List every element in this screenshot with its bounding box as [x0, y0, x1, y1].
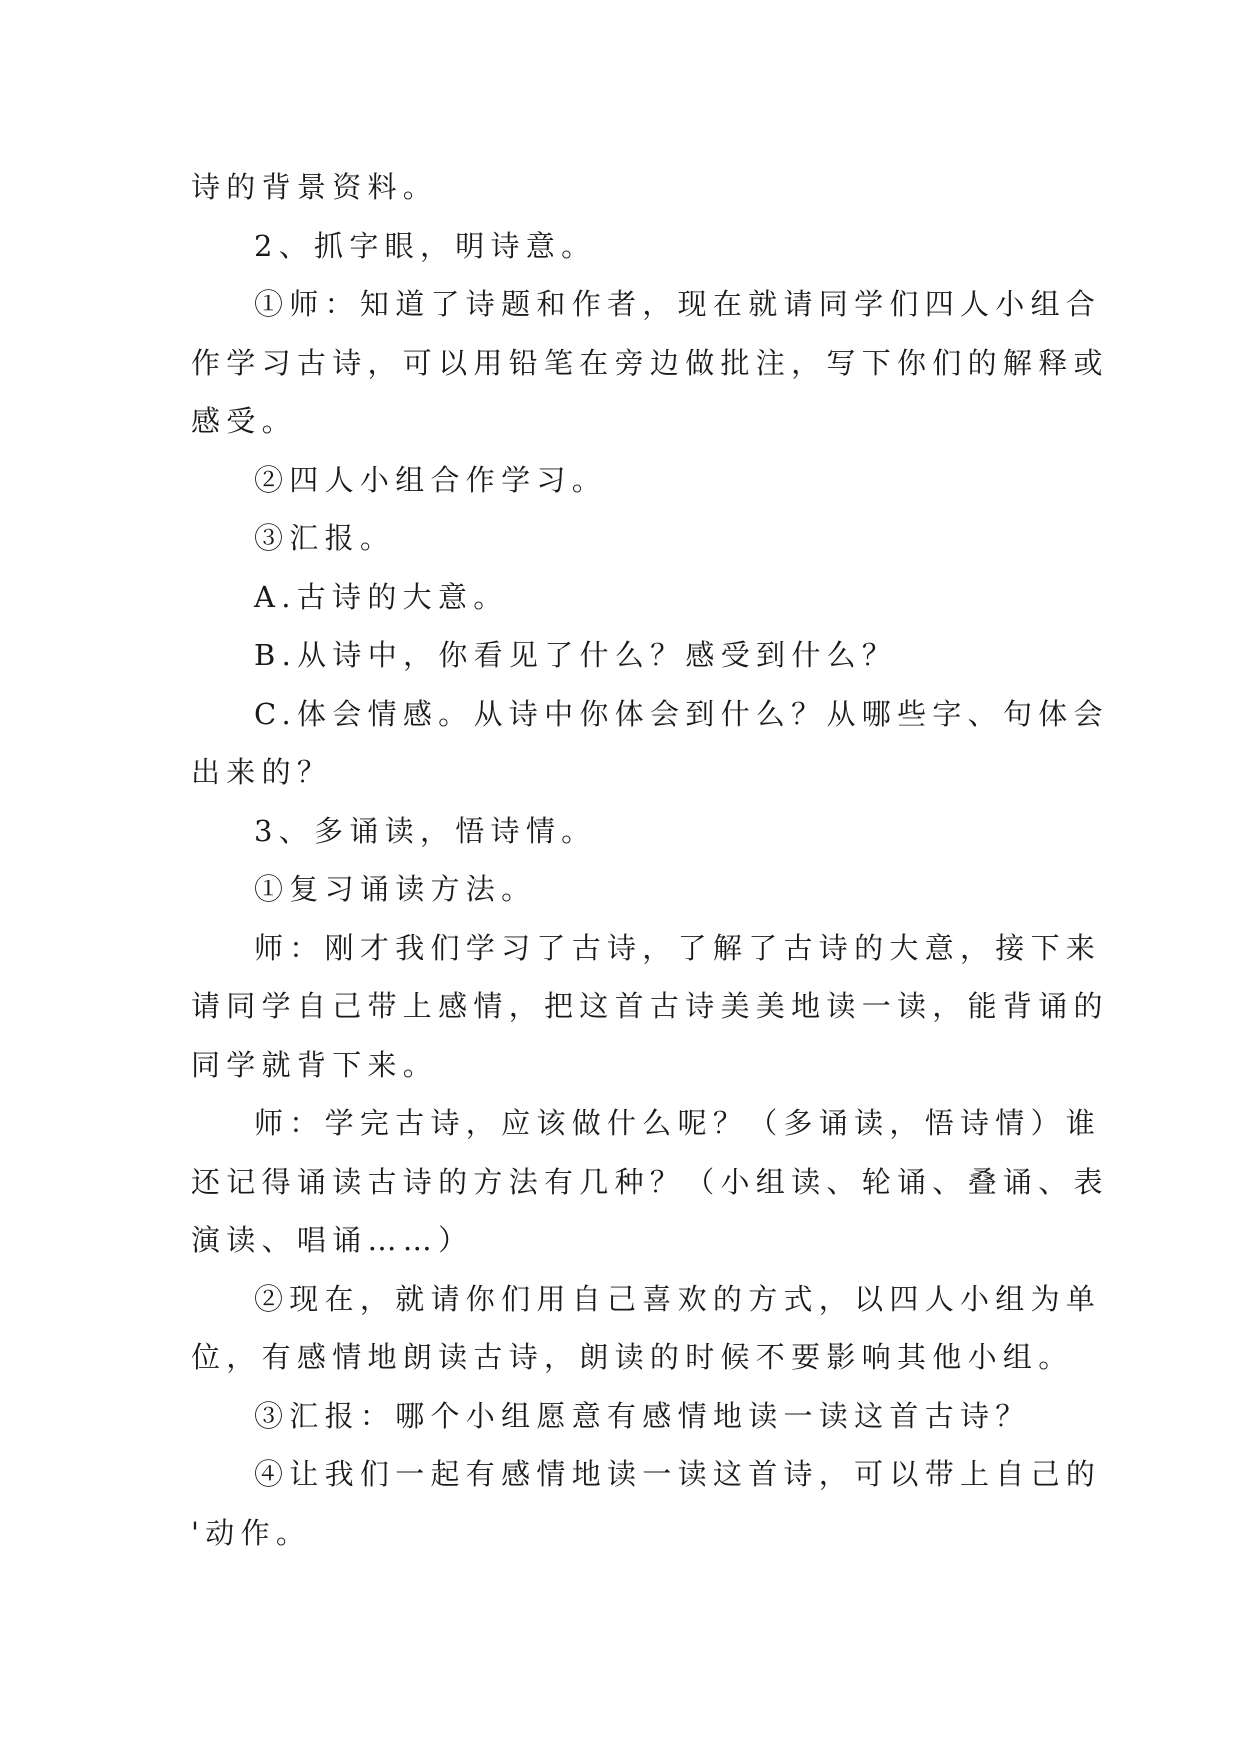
text-line: ①复习诵读方法。: [254, 872, 537, 906]
text-line: 演读、唱诵……）: [191, 1223, 474, 1257]
text-line: 感受。: [191, 404, 297, 438]
text-line: C.体会情感。从诗中你体会到什么？从哪些字、句体会: [254, 696, 1109, 731]
document-body: [191, 158, 1109, 1562]
text-line: 请同学自己带上感情，把这首古诗美美地读一读，能背诵的: [191, 989, 1109, 1023]
text-line: ①师：知道了诗题和作者，现在就请同学们四人小组合: [254, 287, 1102, 321]
text-line: ②现在，就请你们用自己喜欢的方式，以四人小组为单: [254, 1281, 1102, 1316]
text-line: 师：学完古诗，应该做什么呢？（多诵读，悟诗情）谁: [254, 1106, 1102, 1140]
text-line: ③汇报：哪个小组愿意有感情地读一读这首古诗？: [254, 1398, 1031, 1433]
section-heading-2: 2、抓字眼，明诗意。: [254, 228, 597, 263]
text-line: ③汇报。: [254, 521, 396, 555]
text-line: 师：刚才我们学习了古诗，了解了古诗的大意，接下来: [254, 930, 1102, 965]
text-line: B.从诗中，你看见了什么？感受到什么？: [254, 638, 898, 672]
text-line: 作学习古诗，可以用铅笔在旁边做批注，写下你们的解释或: [191, 345, 1109, 380]
text-line: 同学就背下来。: [191, 1047, 439, 1082]
text-line: ④让我们一起有感情地读一读这首诗，可以带上自己的: [254, 1457, 1102, 1491]
text-line: 诗的背景资料。: [191, 170, 439, 204]
text-line: ②四人小组合作学习。: [254, 462, 608, 497]
section-heading-3: 3、多诵读，悟诗情。: [254, 813, 597, 848]
text-line: A.古诗的大意。: [254, 579, 509, 614]
text-line: '动作。: [191, 1515, 312, 1550]
text-line: 位，有感情地朗读古诗，朗读的时候不要影响其他小组。: [191, 1340, 1074, 1374]
text-line: 还记得诵读古诗的方法有几种？（小组读、轮诵、叠诵、表: [191, 1164, 1109, 1199]
text-line: 出来的？: [191, 755, 333, 789]
